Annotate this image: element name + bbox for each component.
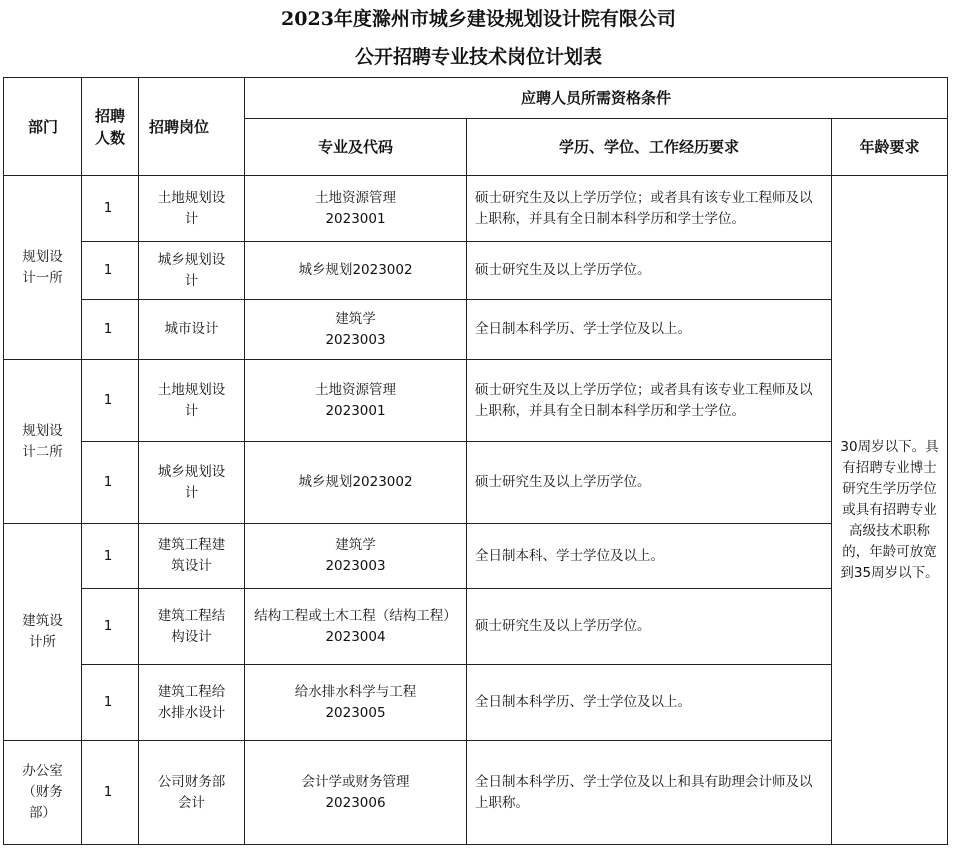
major-cell (245, 176, 467, 242)
header-conditions: 应聘人员所需资格条件 (245, 78, 948, 119)
header-major: 专业及代码 (245, 119, 467, 176)
position-cell: 城乡规划设计 (139, 442, 245, 524)
count-cell: 1 (82, 242, 139, 300)
count-cell: 1 (82, 524, 139, 589)
major-cell (245, 589, 467, 665)
position-cell: 土地规划设计 (139, 360, 245, 442)
recruitment-plan-table (3, 77, 948, 845)
major-name: 结构工程或土木工程（结构工程） (254, 607, 457, 624)
position-cell: 土地规划设计 (139, 176, 245, 242)
education-cell: 全日制本科学历、学士学位及以上。 (467, 300, 832, 360)
education-cell: 硕士研究生及以上学历学位；或者具有该专业工程师及以上职称，并具有全日制本科学历和学士学位。 (467, 176, 832, 242)
education-cell: 全日制本科学历、学士学位及以上和具有助理会计师及以上职称。 (467, 741, 832, 845)
dept-cell: 办公室（财务部） (4, 741, 82, 845)
table-row (4, 589, 948, 665)
table-row (4, 242, 948, 300)
position-cell: 城乡规划设计 (139, 242, 245, 300)
major-name: 城乡规划 (298, 474, 353, 490)
position-cell: 城市设计 (139, 300, 245, 360)
position-cell: 建筑工程给水排水设计 (139, 665, 245, 741)
header-education: 学历、学位、工作经历要求 (467, 119, 832, 176)
major-cell (245, 242, 467, 300)
count-cell: 1 (82, 589, 139, 665)
table-row (4, 741, 948, 845)
major-code: 2023003 (325, 558, 386, 574)
header-row (4, 78, 948, 119)
document-title: 2023年度滁州市城乡建设规划设计院有限公司 (281, 8, 676, 30)
table-row (4, 176, 948, 242)
table-row (4, 300, 948, 360)
education-cell: 全日制本科、学士学位及以上。 (467, 524, 832, 589)
dept-cell: 规划设计一所 (4, 176, 82, 360)
count-cell: 1 (82, 360, 139, 442)
education-cell: 硕士研究生及以上学历学位。 (467, 442, 832, 524)
major-cell (245, 741, 467, 845)
education-cell: 硕士研究生及以上学历学位。 (467, 589, 832, 665)
major-name: 给水排水科学与工程 (294, 683, 417, 700)
major-code: 2023003 (325, 331, 386, 348)
major-cell (245, 524, 467, 589)
major-cell (245, 360, 467, 442)
dept-cell: 规划设计二所 (4, 360, 82, 524)
major-cell (245, 442, 467, 524)
major-name: 会计学或财务管理 (301, 773, 410, 790)
count-cell: 1 (82, 741, 139, 845)
major-name: 建筑学 (335, 537, 376, 553)
major-name: 土地资源管理 (315, 189, 396, 206)
major-code: 2023002 (352, 474, 413, 490)
table-row (4, 665, 948, 741)
major-code: 2023006 (325, 794, 386, 811)
header-dept: 部门 (4, 78, 82, 176)
header-count: 招聘人数 (82, 78, 139, 176)
major-cell (245, 665, 467, 741)
position-cell: 公司财务部会计 (139, 741, 245, 845)
count-cell: 1 (82, 176, 139, 242)
major-code: 2023004 (325, 628, 386, 645)
major-code: 2023005 (325, 704, 386, 721)
education-cell: 硕士研究生及以上学历学位；或者具有该专业工程师及以上职称，并具有全日制本科学历和学士学位。 (467, 360, 832, 442)
table-row (4, 442, 948, 524)
major-cell (245, 300, 467, 360)
dept-cell: 建筑设计所 (4, 524, 82, 741)
table-row (4, 524, 948, 589)
position-cell: 建筑工程结构设计 (139, 589, 245, 665)
major-code: 2023001 (325, 402, 386, 419)
major-name: 土地资源管理 (315, 381, 396, 398)
header-age: 年龄要求 (832, 119, 948, 176)
education-cell: 硕士研究生及以上学历学位。 (467, 242, 832, 300)
major-name: 城乡规划 (298, 262, 353, 278)
table-row (4, 360, 948, 442)
major-code: 2023002 (352, 262, 413, 278)
major-name: 建筑学 (335, 310, 376, 327)
count-cell: 1 (82, 665, 139, 741)
header-position: 招聘岗位 (139, 78, 245, 176)
count-cell: 1 (82, 300, 139, 360)
position-cell: 建筑工程建筑设计 (139, 524, 245, 589)
document-subtitle: 公开招聘专业技术岗位计划表 (354, 46, 602, 68)
major-code: 2023001 (325, 210, 386, 227)
age-requirement-cell: 30周岁以下。具有招聘专业博士研究生学历学位或具有招聘专业高级技术职称的，年龄可放宽到35周岁以下。 (832, 176, 948, 845)
count-cell: 1 (82, 442, 139, 524)
education-cell: 全日制本科学历、学士学位及以上。 (467, 665, 832, 741)
